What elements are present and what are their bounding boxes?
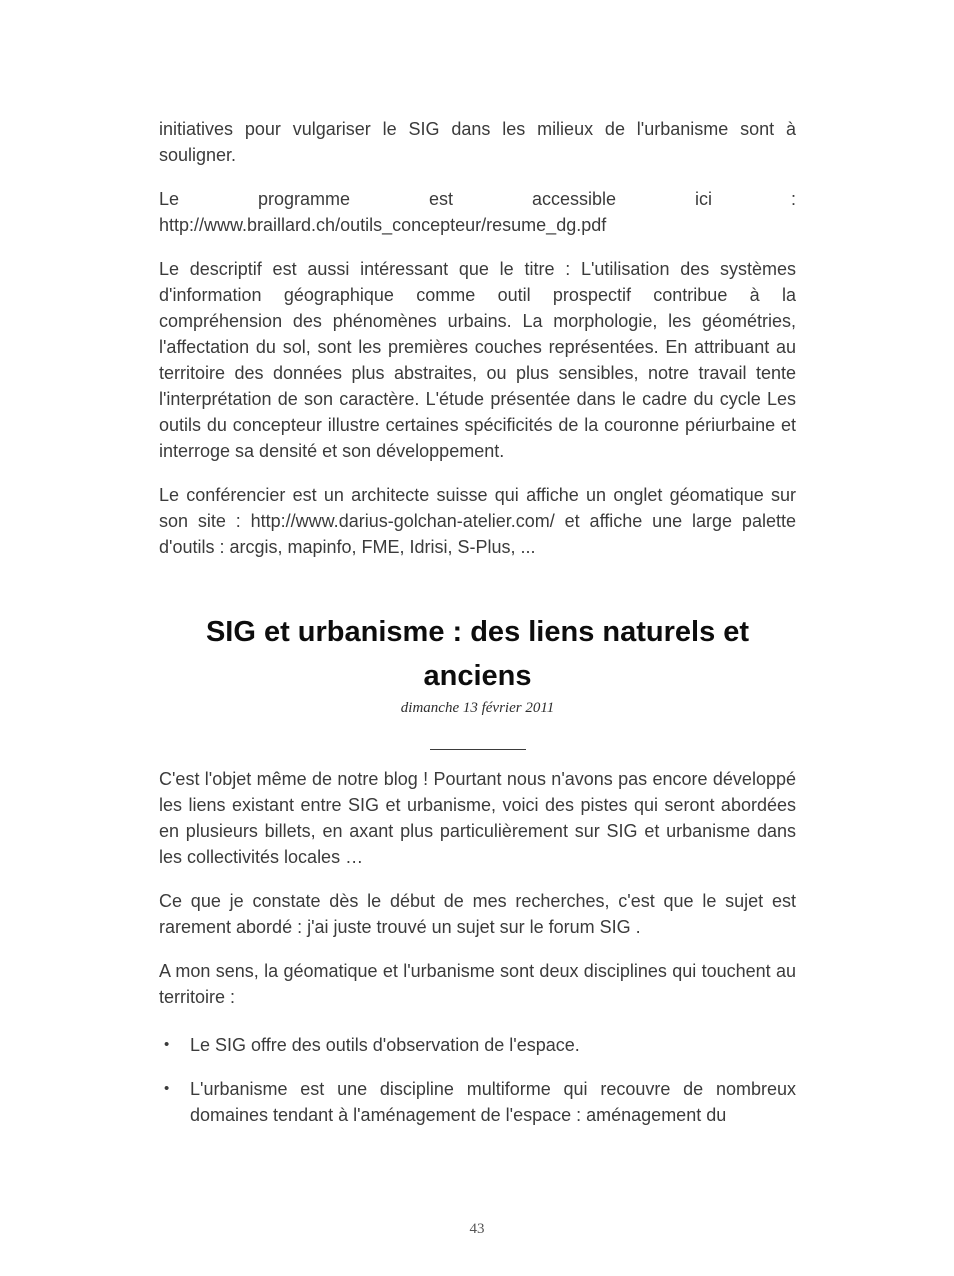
bullet-icon: • — [164, 1036, 170, 1053]
page-number: 43 — [469, 1221, 485, 1237]
paragraph-descriptif: Le descriptif est aussi intéressant que le titre : L'utilisation des systèmes d'information géographique comme outil prospectif contribue à la compréhension des phénomènes urbains. La morphologie, les géométries, l'affectation du sol, sont les premières couches représentées. En attribuant au territoire des données plus abstraites, ou plus sensibles, notre travail tente l'interprétation de son caractère. L'étude présentée dans le cadre du cycle Les outils du concepteur illustre certaines spécificités de la couronne périurbaine et interroge sa densité et son développement. — [159, 259, 796, 461]
bullet-list — [159, 1032, 796, 1128]
bullet-icon: • — [164, 1080, 170, 1097]
paragraph-constat: Ce que je constate dès le début de mes recherches, c'est que le sujet est rarement abordé : j'ai juste trouvé un sujet sur le forum SIG . — [159, 891, 796, 937]
bullet-text: Le SIG offre des outils d'observation de l'espace. — [190, 1035, 580, 1055]
page-footer — [0, 1220, 954, 1238]
program-url: http://www.braillard.ch/outils_concepteur/resume_dg.pdf — [159, 215, 607, 235]
list-item — [159, 1076, 796, 1128]
paragraph-conferencier-text: Le conférencier est un architecte suisse qui affiche un onglet géomatique sur son site : — [159, 485, 796, 531]
list-item — [159, 1032, 796, 1058]
bullet-text: L'urbanisme est une discipline multiforme qui recouvre de nombreux domaines tendant à l'aménagement de l'espace : aménagement du — [190, 1079, 796, 1125]
paragraph-disciplines: A mon sens, la géomatique et l'urbanisme sont deux disciplines qui touchent au territoire : — [159, 961, 796, 1007]
article-date: dimanche 13 février 2011 — [400, 700, 555, 716]
conferencier-url: http://www.darius-golchan-atelier.com/ — [250, 511, 555, 531]
paragraph-blog-intro: C'est l'objet même de notre blog ! Pourtant nous n'avons pas encore développé les liens existant entre SIG et urbanisme, voici des pistes qui seront abordées en plusieurs billets, en axant plus particulièrement sur SIG et urbanisme dans les collectivités locales … — [159, 769, 796, 867]
paragraph-program — [159, 186, 796, 238]
section-divider — [430, 749, 526, 750]
paragraph-program-text: Le programme est accessible ici : — [159, 189, 796, 209]
paragraph-conferencier-suffix: et affiche une large palette d'outils : arcgis, mapinfo, FME, Idrisi, S-Plus, ... — [159, 511, 796, 557]
paragraph-conferencier — [159, 482, 796, 560]
article-title: SIG et urbanisme : des liens naturels et anciens — [205, 616, 750, 692]
paragraph-continuation: initiatives pour vulgariser le SIG dans les milieux de l'urbanisme sont à souligner. — [159, 119, 796, 165]
